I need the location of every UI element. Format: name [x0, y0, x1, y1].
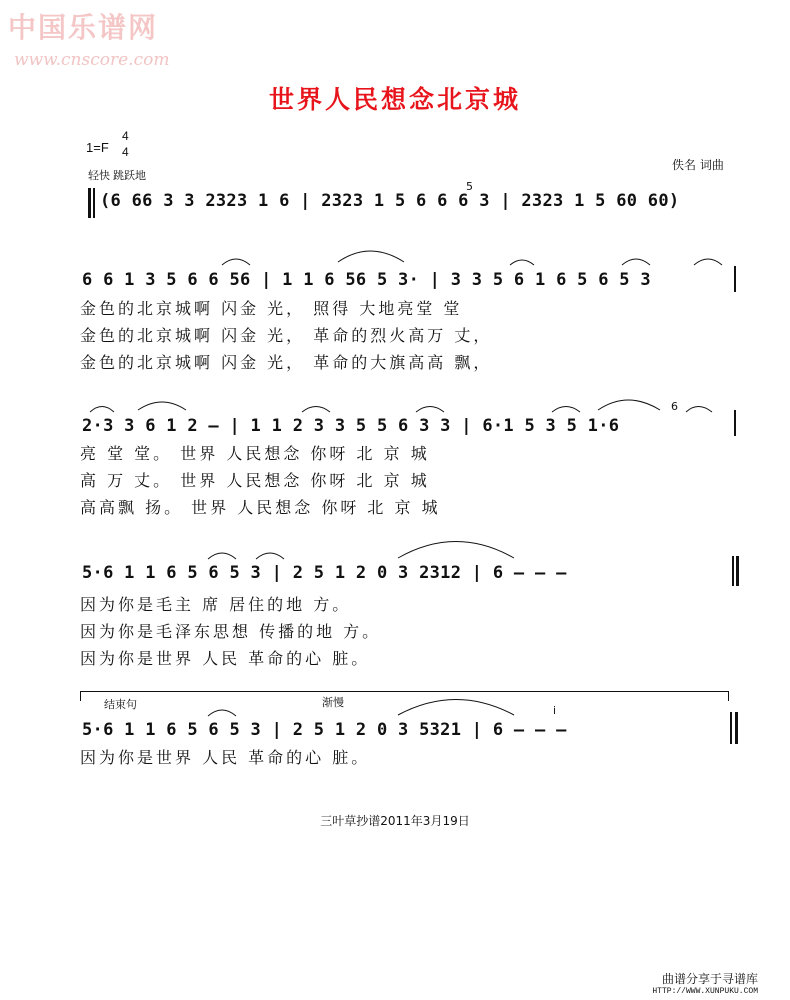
- coda-bracket: [80, 691, 728, 692]
- system-1-lyric-1: 金色的北京城啊 闪金 光， 照得 大地亮堂 堂: [80, 299, 463, 318]
- slur: [694, 259, 722, 265]
- slur: [338, 251, 404, 262]
- tempo-marking: 轻快 跳跃地: [88, 170, 147, 182]
- watermark-logo: 中国乐谱网: [8, 11, 159, 44]
- repeat-end-thin: [732, 556, 734, 586]
- key-signature: 1=F: [86, 140, 109, 155]
- system-1-lyric-2: 金色的北京城啊 闪金 光， 革命的烈火高万 丈，: [80, 326, 493, 345]
- final-bar-thin: [730, 712, 732, 744]
- system-1-lyric-3: 金色的北京城啊 闪金 光， 革命的大旗高高 飘，: [80, 353, 493, 372]
- song-title: 世界人民想念北京城: [268, 85, 521, 114]
- system-2-lyric-1: 亮 堂 堂。 世界 人民想念 你呀 北 京 城: [80, 444, 430, 463]
- watermark-url: www.cnscore.com: [14, 50, 170, 70]
- system-4-notes: 5·6 1 1 6 5 6 5 3 | 2 5 1 2 0 3 5321 | 6 – – –: [82, 720, 567, 740]
- system-3-lyric-2: 因为你是毛泽东思想 传播的地 方。: [80, 622, 382, 641]
- time-signature: [122, 128, 129, 160]
- intro-notes: (6 66 3 3 2323 1 6 | 2323 1 5 6 6 6 3 | 2323 1 5 60 60): [100, 191, 680, 211]
- meter-top: 4: [122, 129, 129, 143]
- repeat-start-thin: [93, 188, 95, 218]
- system-2-notes: 2·3 3 6 1 2 – | 1 1 2 3 3 5 5 6 3 3 | 6·1 5 3 5 1·6: [82, 416, 620, 436]
- coda-grace-note: i: [553, 704, 557, 717]
- repeat-end-bar: [736, 556, 739, 586]
- slur: [416, 407, 444, 413]
- system-2-grace-note: 6: [671, 400, 678, 413]
- system-3-lyric-1: 因为你是毛主 席 居住的地 方。: [80, 595, 352, 614]
- slur: [208, 553, 236, 559]
- ritardando-label: 渐慢: [322, 696, 344, 709]
- slur: [510, 260, 534, 265]
- system-2-lyric-2: 高 万 丈。 世界 人民想念 你呀 北 京 城: [80, 471, 430, 490]
- meter-bottom: 4: [122, 145, 129, 159]
- slur: [208, 710, 236, 716]
- system-2-end-bar: [734, 410, 736, 436]
- system-3-lyric-3: 因为你是世界 人民 革命的心 脏。: [80, 649, 371, 668]
- slur: [138, 402, 186, 410]
- credit: 佚名 词曲: [672, 158, 724, 172]
- system-2-lyric-3: 高高飘 扬。 世界 人民想念 你呀 北 京 城: [80, 498, 441, 517]
- system-1-notes: 6 6 1 3 5 6 6 56 | 1 1 6 56 5 3· | 3 3 5 6 1 6 5 6 5 3: [82, 270, 651, 290]
- brand-url[interactable]: HTTP://WWW.XUNPUKU.COM: [652, 987, 758, 996]
- system-3-notes: 5·6 1 1 6 5 6 5 3 | 2 5 1 2 0 3 2312 | 6 – – –: [82, 563, 567, 583]
- slur: [686, 407, 712, 413]
- slur: [598, 400, 660, 410]
- brand-name: 曲谱分享于寻谱库: [661, 972, 758, 986]
- slur: [398, 700, 514, 716]
- system-1-end-bar: [734, 266, 736, 292]
- intro-grace-note: 5: [466, 180, 473, 193]
- final-bar-thick: [735, 712, 738, 744]
- coda-bracket-left: [80, 691, 81, 701]
- coda-bracket-right: [728, 691, 729, 701]
- repeat-start-bar: [88, 188, 91, 218]
- slur: [552, 407, 580, 413]
- slur: [302, 407, 330, 413]
- system-4-lyric-1: 因为你是世界 人民 革命的心 脏。: [80, 748, 371, 767]
- transcription-note: 三叶草抄谱2011年3月19日: [320, 814, 470, 828]
- slur: [398, 542, 514, 559]
- slur: [256, 553, 284, 559]
- ending-label: 结束句: [104, 698, 137, 711]
- slur: [90, 407, 114, 413]
- slur: [622, 259, 650, 265]
- slur: [222, 259, 250, 265]
